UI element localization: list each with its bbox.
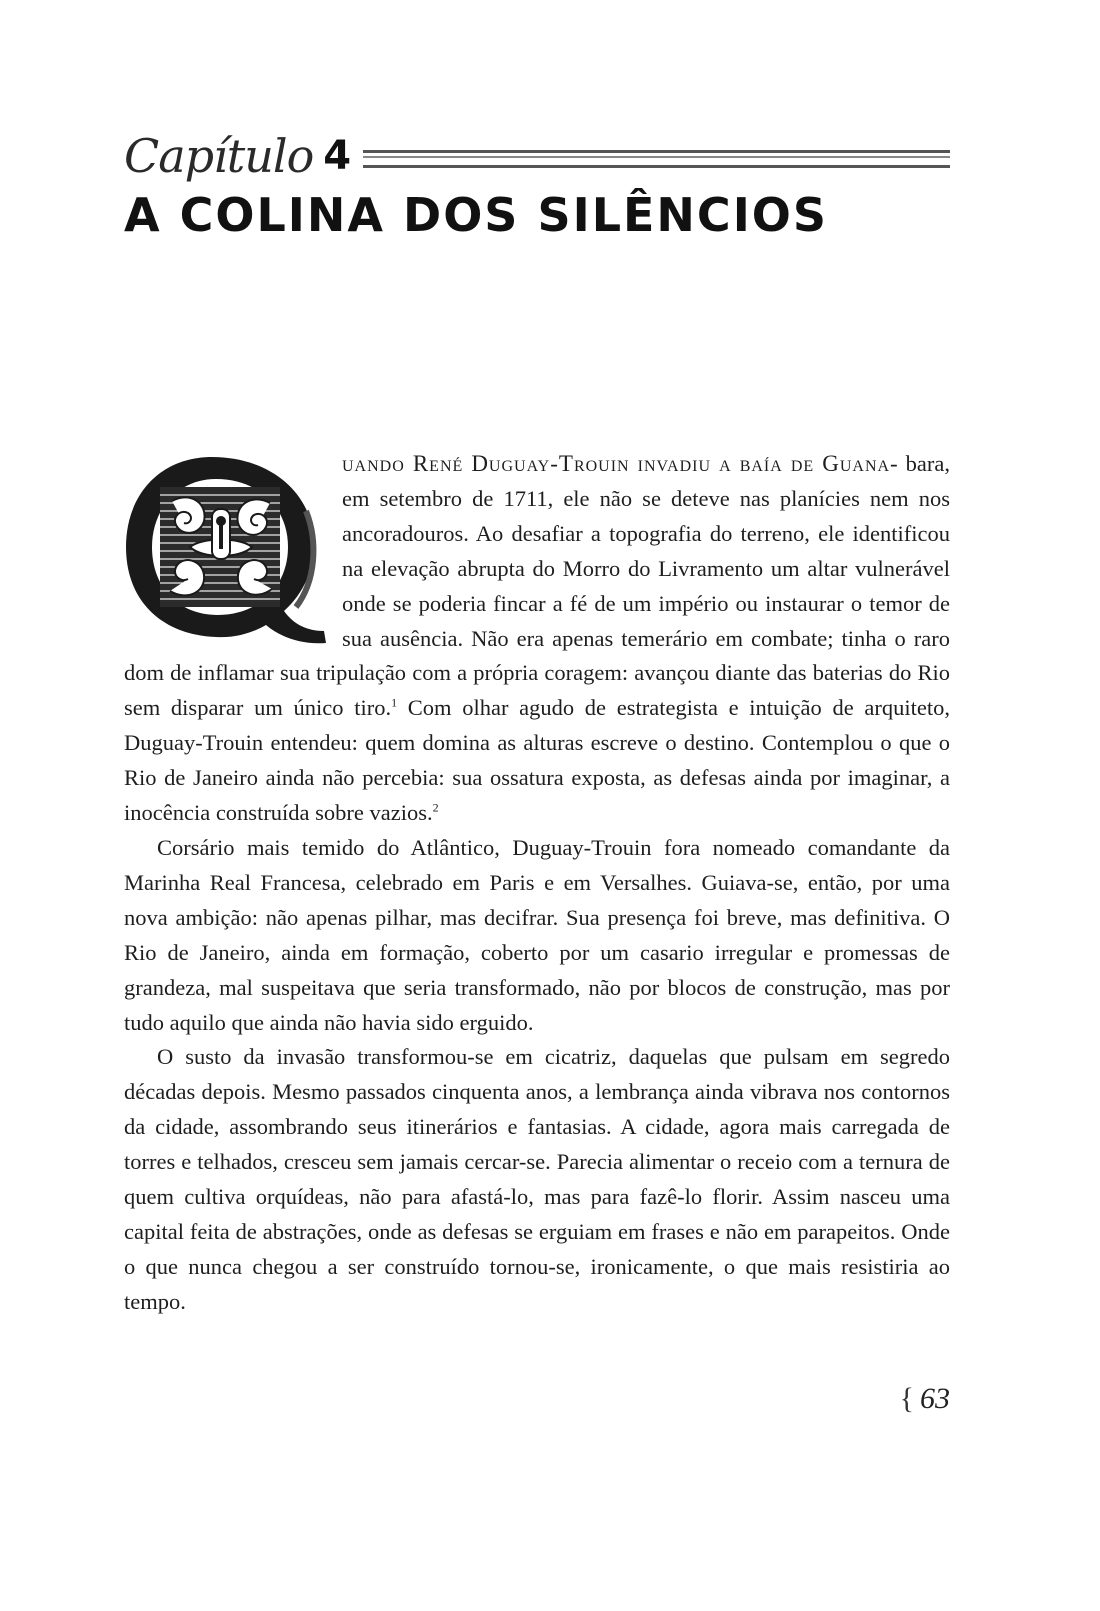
page-number: 63 (920, 1382, 950, 1415)
folio-brace: { (899, 1382, 914, 1415)
lead-in-text: uando René Duguay-Trouin invadiu a baía de Guana- (342, 451, 899, 476)
chapter-number: 4 (323, 133, 352, 179)
dropcap-ornament (120, 451, 330, 649)
paragraph-3: O susto da invasão transformou-se em cicatriz, daquelas que pulsam em segredo décadas depois. Mesmo passados cinquenta anos, a lembrança ainda vibrava nos contornos da cidade, assombrando seus itinerários e fantasias. A cidade, agora mais carregada de torres e telhados, cresceu sem jamais cercar-se. Parecia alimentar o receio com a ternura de quem cultiva orquídeas, não para afastá-lo, mas para fazê-lo florir. Assim nasceu uma capital feita de abstrações, onde as defesas se erguiam em frases e não em parapeitos. Onde o que nunca chegou a ser construído tornou-se, ironicamente, o que mais resistiria ao tempo. (124, 1044, 950, 1314)
paragraph-1-text-b: Com olhar agudo de estrategista e intuição de arquiteto, Duguay-Trouin entendeu: quem domina as alturas escreve o destino. Contemplou o que o Rio de Janeiro ainda não percebia: sua ossatura exposta, as defesas ainda por imaginar, a inocência construída sobre vazios. (124, 695, 950, 826)
chapter-title: A COLINA DOS SILÊNCIOS (124, 188, 829, 242)
page-folio (900, 1382, 950, 1416)
chapter-rule (363, 150, 950, 168)
footnote-ref-1[interactable]: 1 (391, 695, 398, 710)
chapter-header (124, 126, 950, 246)
paragraph-1-text-a: bara, em setembro de 1711, ele não se deteve nas planícies nem nos ancoradouros. Ao desafiar a topografia do terreno, ele identificou na elevação abrupta do Morro do Livramento um altar vulnerável onde se poderia fincar a fé de um império ou instaurar o temor de sua ausência. Não era apenas temerário em combate; tinha o raro dom de inflamar sua tripulação com a própria coragem: avançou diante das baterias do Rio sem disparar um único tiro. (124, 451, 951, 721)
paragraph-2: Corsário mais temido do Atlântico, Duguay-Trouin fora nomeado comandante da Marinha Real Francesa, celebrado em Paris e em Versalhes. Guiava-se, então, por uma nova ambição: não apenas pilhar, mas decifrar. Sua presença foi breve, mas definitiva. O Rio de Janeiro, ainda em formação, coberto por um casario irregular e promessas de grandeza, mal suspeitava que seria transformado, não por blocos de construção, mas por tudo aquilo que ainda não havia sido erguido. (124, 834, 950, 1035)
body-text (124, 447, 950, 1320)
chapter-line (124, 126, 950, 186)
chapter-label: Capítulo (124, 129, 314, 183)
footnote-ref-2[interactable]: 2 (432, 800, 439, 815)
paragraph-1 (124, 447, 950, 831)
